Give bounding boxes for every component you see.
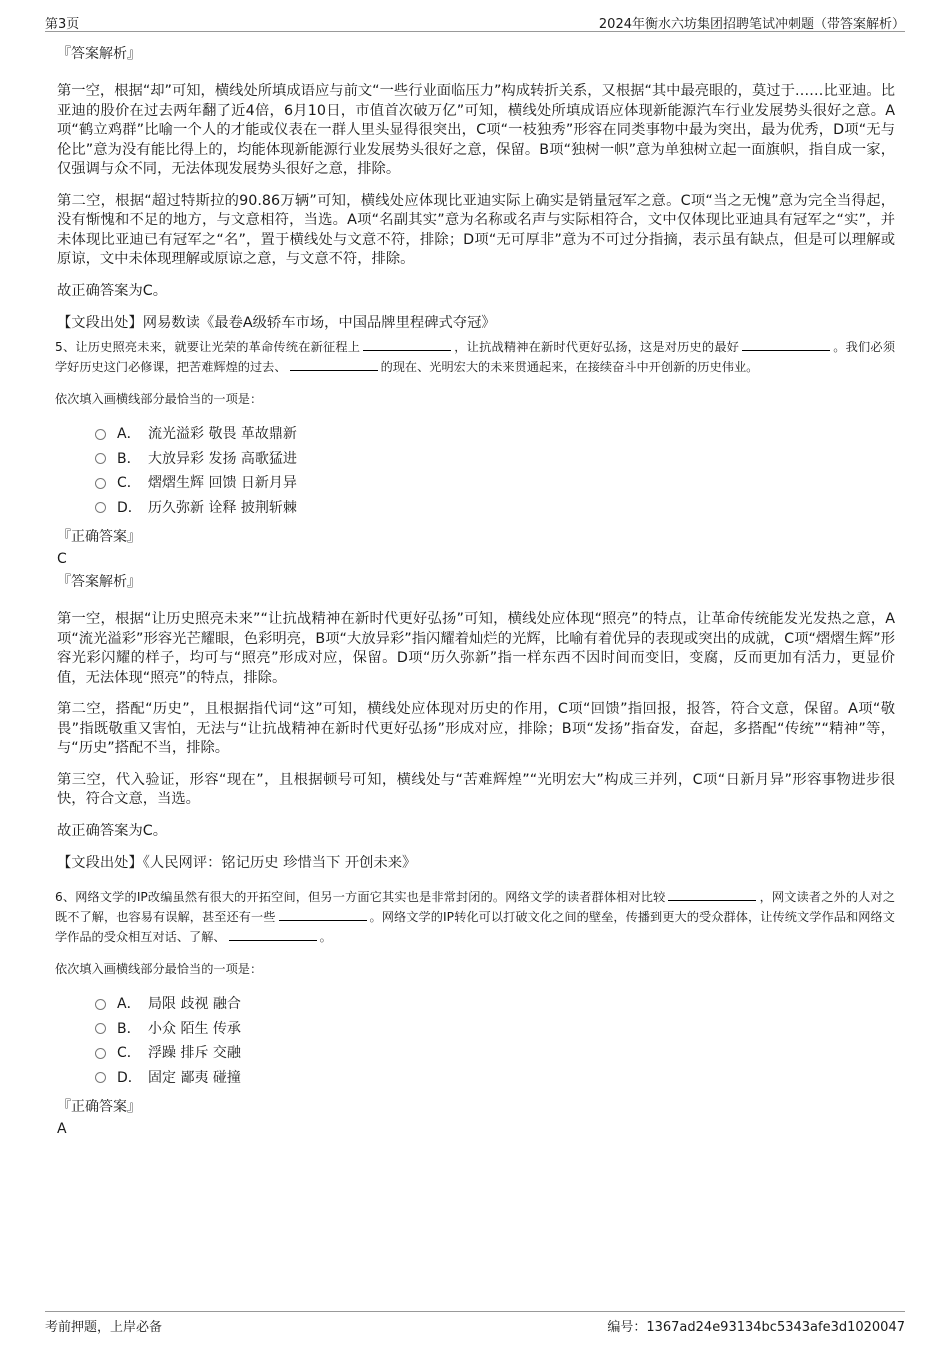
q4-source: 【文段出处】网易数读《最卷A级轿车市场，中国品牌里程碑式夺冠》 — [57, 315, 496, 331]
radio-icon[interactable] — [95, 1048, 106, 1059]
q5-analysis-blank3: 第三空，代入验证，形容“现在”，且根据顿号可知，横线处与“苦难辉煌”“光明宏大”构成三并列，C项“日新月异”形容事物进步很快，符合文意，当选。 — [57, 771, 895, 807]
radio-icon[interactable] — [95, 478, 106, 489]
radio-icon[interactable] — [95, 502, 106, 513]
q5-option-b[interactable]: B． 大放异彩 发扬 高歌猛进 — [95, 447, 895, 472]
q6-option-c[interactable]: C． 浮躁 排斥 交融 — [95, 1041, 895, 1066]
q5-option-d[interactable]: D． 历久弥新 诠释 披荆斩棘 — [95, 496, 895, 521]
q5-options — [95, 422, 895, 520]
q6-option-b[interactable]: B． 小众 陌生 传承 — [95, 1017, 895, 1042]
q5-source: 【文段出处】《人民网评：铭记历史 珍惜当下 开创未来》 — [57, 855, 417, 871]
blank-line — [229, 927, 317, 941]
page-footer — [45, 1311, 905, 1338]
q5-analysis-blank1: 第一空，根据“让历史照亮未来”“让抗战精神在新时代更好弘扬”可知，横线处应体现“照亮”的特点，让革命传统能发光发热之意，A项“流光溢彩”形容光芒耀眼，色彩明亮，B项“大放异彩”指闪耀着灿烂的光辉，比喻有着优异的表现或突出的成就，C项“熠熠生辉”形容光彩闪耀的样子，均可与“照亮”形成对应，保留。D项“历久弥新”指一样东西不因时间而变旧，变腐，反而更加有活力，更显价值，无法体现“照亮”的特点，排除。 — [57, 611, 895, 686]
q6-stem: 6、网络文学的IP改编虽然有很大的开拓空间，但另一方面它其实也是非常封闭的。网络文学的读者群体相对比较 ，网文读者之外的人对之既不了解，也容易有误解，甚至还有一些 。网络文学的IP转化可以打破文化之间的壁垒，传播到更大的受众群体，让传统文学作品和网络文学作品的受众相互对话、了解、 。 — [55, 887, 895, 947]
q5-instruction: 依次填入画横线部分最恰当的一项是： — [55, 392, 263, 406]
q6-options — [95, 992, 895, 1090]
q6-instruction: 依次填入画横线部分最恰当的一项是： — [55, 962, 263, 976]
footer-slogan: 考前押题，上岸必备 — [45, 1320, 163, 1335]
q6-option-a[interactable]: A． 局限 歧视 融合 — [95, 992, 895, 1017]
q5-conclusion: 故正确答案为C。 — [57, 822, 168, 839]
correct-answer-label: 『正确答案』 — [57, 1099, 141, 1115]
document-title: 2024年衡水六坊集团招聘笔试冲刺题（带答案解析） — [598, 17, 905, 32]
radio-icon[interactable] — [95, 429, 106, 440]
q5-option-c[interactable]: C． 熠熠生辉 回馈 日新月异 — [95, 471, 895, 496]
blank-line — [742, 337, 830, 351]
blank-line — [363, 337, 451, 351]
radio-icon[interactable] — [95, 1023, 106, 1034]
page-number: 第3页 — [45, 17, 80, 32]
blank-line — [279, 907, 367, 921]
q5-answer: C — [57, 551, 67, 567]
q6-answer: A — [57, 1121, 67, 1137]
q5-analysis-blank2: 第二空，搭配“历史”，且根据指代词“这”可知，横线处应体现对历史的作用，C项“回馈”指回报，报答，符合文意，保留。A项“敬畏”指既敬重又害怕，无法与“让抗战精神在新时代更好弘扬”形成对应，排除；B项“发扬”指奋发，奋起，多搭配“传统”“精神”等，与“历史”搭配不当，排除。 — [57, 701, 895, 756]
radio-icon[interactable] — [95, 453, 106, 464]
q4-conclusion: 故正确答案为C。 — [57, 282, 168, 299]
q4-analysis-blank2: 第二空，根据“超过特斯拉的90.86万辆”可知，横线处应体现比亚迪实际上确实是销量冠军之意。C项“当之无愧”意为完全当得起，没有惭愧和不足的地方，与文意相符，当选。A项“名副其实”意为名称或名声与实际相符合，文中仅体现比亚迪具有冠军之“实”，并未体现比亚迪已有冠军之“名”，置于横线处与文意不符，排除；D项“无可厚非”意为不可过分指摘，表示虽有缺点，但是可以理解或原谅，文中未体现理解或原谅之意，与文意不符，排除。 — [57, 192, 895, 267]
blank-line — [290, 357, 378, 371]
q5-option-a[interactable]: A． 流光溢彩 敬畏 革故鼎新 — [95, 422, 895, 447]
analysis-label: 『答案解析』 — [57, 574, 141, 590]
document-body — [57, 44, 895, 1142]
radio-icon[interactable] — [95, 1072, 106, 1083]
analysis-label: 『答案解析』 — [57, 46, 141, 62]
blank-line — [668, 887, 756, 901]
q6-option-d[interactable]: D． 固定 鄙夷 碰撞 — [95, 1066, 895, 1091]
document-code: 编号：1367ad24e93134bc5343afe3d1020047 — [607, 1320, 905, 1335]
correct-answer-label: 『正确答案』 — [57, 529, 141, 545]
page-header — [45, 13, 905, 32]
q4-analysis-blank1: 第一空，根据“却”可知，横线处所填成语应与前文“一些行业面临压力”构成转折关系，又根据“其中最亮眼的，莫过于……比亚迪。比亚迪的股价在过去两年翻了近4倍，6月10日，市值首次破万亿”可知，横线处所填成语应体现新能源汽车行业发展势头很好之意。A项“鹤立鸡群”比喻一个人的才能或仪表在一群人里头显得很突出，C项“一枝独秀”形容在同类事物中最为突出，最为优秀，D项“无与伦比”意为没有能比得上的，均能体现新能源行业发展势头很好之意，保留。B项“独树一帜”意为单独树立起一面旗帜，指自成一家，仅强调与众不同，无法体现发展势头很好之意，排除。 — [57, 83, 895, 177]
q5-stem: 5、让历史照亮未来，就要让光荣的革命传统在新征程上 ，让抗战精神在新时代更好弘扬，这是对历史的最好 。我们必须学好历史这门必修课，把苦难辉煌的过去、 的现在、光明宏大的未来贯通起来，在接续奋斗中开创新的历史伟业。 — [55, 337, 895, 377]
radio-icon[interactable] — [95, 999, 106, 1010]
